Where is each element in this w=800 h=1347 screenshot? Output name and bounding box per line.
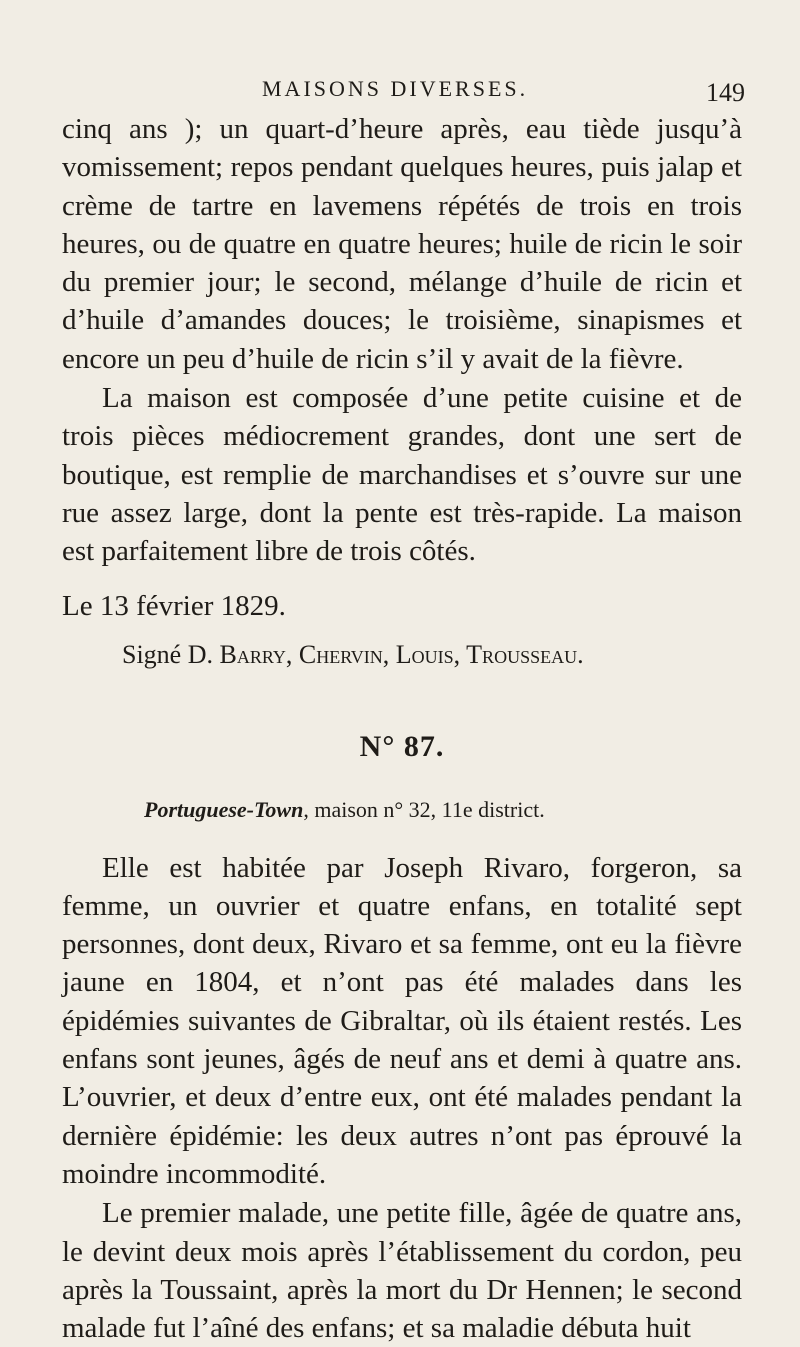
page-number: 149 [706,78,745,107]
signature-prefix: Signé [122,639,182,669]
location-line [144,795,742,825]
paragraph-first-patient: Le premier malade, une petite fille, âgée de quatre ans, le devint deux mois après l’établissement du cordon, peu après la Toussaint, après la mort du Dr Hennen; le second malade fut l’aîné des enfans; et sa maladie débuta huit [62,1197,742,1345]
body-text [62,110,742,1347]
signature-line [122,637,742,673]
running-title: MAISONS DIVERSES. [262,76,529,101]
paragraph-continuation: cinq ans ); un quart-d’heure après, eau tiède jusqu’à vomissement; repos pendant quelques heures, puis jalap et crème de tartre en lavemens répétés de trois en trois heures, ou de quatre en quatre heures; huile de ricin le soir du premier jour; le second, mélange d’huile de ricin et d’huile d’amandes douces; le troisième, sinapismes et encore un peu d’huile de ricin s’il y avait de la fièvre. [62,113,742,375]
entry-number: N° 87. [359,729,445,763]
date-line: Le 13 février 1829. [62,589,286,622]
location-place: Portuguese-Town [144,796,304,822]
location-address: , maison n° 32, 11e district. [303,796,545,822]
signature-names: D. Barry, Chervin, Louis, Trousseau. [187,639,584,669]
paragraph-household: Elle est habitée par Joseph Rivaro, forgeron, sa femme, un ouvrier et quatre enfans, en totalité sept personnes, dont deux, Rivaro et sa femme, ont eu la fièvre jaune en 1804, et n’ont pas été malades dans les épidémies suivantes de Gibraltar, où ils étaient restés. Les enfans sont jeunes, âgés de neuf ans et demi à quatre ans. L’ouvrier, et deux d’entre eux, ont été malades pendant la dernière épidémie: les deux autres n’ont pas éprouvé la moindre incommodité. [62,851,742,1190]
paragraph-house-description: La maison est composée d’une petite cuisine et de trois pièces médiocrement grandes, dont une sert de boutique, est remplie de marchandises et s’ouvre sur une rue assez large, dont la pente est très-rapide. La maison est parfaitement libre de trois côtés. [62,382,742,568]
running-head [0,76,800,108]
